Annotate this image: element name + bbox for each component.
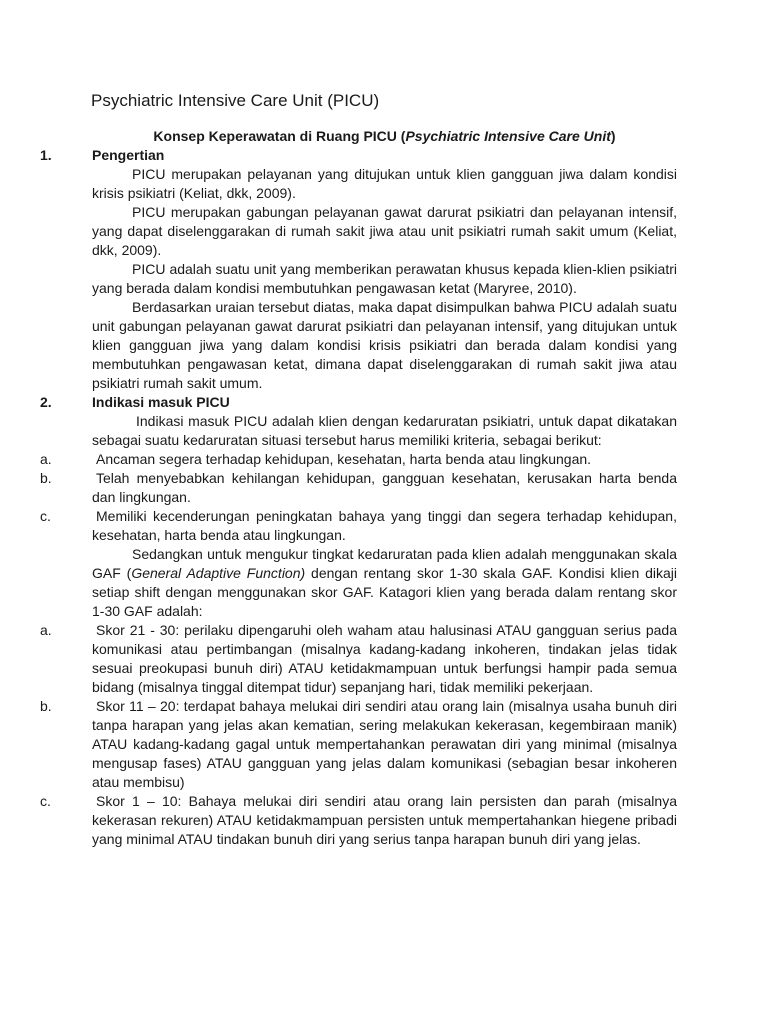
document-body [40, 127, 677, 849]
paragraph: Berdasarkan uraian tersebut diatas, maka dapat disimpulkan bahwa PICU adalah suatu unit gabungan pelayanan gawat darurat psikiatri dan pelayanan intensif, yang ditujukan untuk klien gangguan jiwa yang dalam kondisi krisis psikiatri dan berada dalam kondisi yang membutuhkan pengawasan ketat, dimana dapat diselenggarakan di rumah sakit jiwa atau psikiatri rumah sakit umum. [92, 299, 677, 391]
gaf-text-1: Sedangkan untuk mengukur tingkat kedaruratan pada klien adalah menggunakan skala GAF ( [92, 546, 677, 581]
section-title: Indikasi masuk PICU [92, 394, 230, 410]
subtitle-prefix: Konsep Keperawatan di Ruang PICU ( [153, 128, 406, 144]
list-item-text: Telah menyebabkan kehilangan kehidupan, gangguan kesehatan, kerusakan harta benda dan lingkungan. [92, 470, 677, 505]
list-item [40, 450, 677, 469]
list-marker: a. [40, 622, 52, 638]
section-number: 2. [40, 394, 52, 410]
list-marker: c. [40, 508, 51, 524]
paragraph: Indikasi masuk PICU adalah klien dengan kedaruratan psikiatri, untuk dapat dikatakan sebagai suatu kedaruratan situasi tersebut harus memiliki kriteria, sebagai berikut: [92, 413, 677, 448]
list-item [40, 469, 677, 507]
list-item-text: Skor 21 - 30: perilaku dipengaruhi oleh waham atau halusinasi ATAU gangguan serius pada komunikasi atau pertimbangan (misalnya kadang-kadang inkoheren, tindakan jelas tidak sesuai preokupasi bunuh diri) ATAU ketidakmampuan untuk berfungsi hampir pada semua bidang (misalnya tinggal ditempat tidur) sepanjang hari, tidak memiliki pekerjaan. [92, 622, 677, 695]
paragraph: PICU adalah suatu unit yang memberikan perawatan khusus kepada klien-klien psikiatri yang berada dalam kondisi membutuhkan pengawasan ketat (Maryree, 2010). [92, 261, 677, 296]
gaf-italic: General Adaptive Function) [131, 565, 306, 581]
list-item-text: Skor 1 – 10: Bahaya melukai diri sendiri atau orang lain persisten dan parah (misalnya kekerasan rekuren) ATAU ketidakmampuan persisten untuk mempertahankan hiegene pribadi yang minimal ATAU tindakan bunuh diri yang serius tanpa harapan bunuh diri yang jelas. [92, 793, 677, 847]
section-title: Pengertian [92, 147, 165, 163]
subtitle-italic: Psychiatric Intensive Care Unit [405, 128, 611, 144]
list-marker: c. [40, 793, 51, 809]
subtitle-suffix: ) [610, 128, 616, 144]
section-heading-indikasi [40, 393, 677, 412]
list-item [40, 507, 677, 545]
list-item [40, 621, 677, 697]
section-number: 1. [40, 147, 52, 163]
list-marker: a. [40, 451, 52, 467]
list-marker: b. [40, 470, 52, 486]
section-heading-pengertian [40, 146, 677, 165]
gaf-text-2: dengan rentang skor 1-30 skala GAF. Kondisi klien dikaji setiap shift dengan menggunakan skor GAF. Katagori klien yang berada dalam rentang skor 1-30 GAF adalah: [92, 565, 677, 619]
document-title: Psychiatric Intensive Care Unit (PICU) [91, 91, 380, 110]
list-item-text: Skor 11 – 20: terdapat bahaya melukai diri sendiri atau orang lain (misalnya usaha bunuh diri tanpa harapan yang jelas akan kematian, sering melakukan kekerasan, kegembiraan manik) ATAU kadang-kadang gagal untuk mempertahankan perawatan diri yang minimal (misalnya mengusap fases) ATAU gangguan yang jelas dalam komunikasi (sebagian besar inkoheren atau membisu) [92, 698, 677, 790]
list-item [40, 792, 677, 849]
paragraph: PICU merupakan pelayanan yang ditujukan untuk klien gangguan jiwa dalam kondisi krisis psikiatri (Keliat, dkk, 2009). [92, 166, 677, 201]
list-item [40, 697, 677, 792]
gaf-paragraph [92, 545, 677, 621]
list-item-text: Ancaman segera terhadap kehidupan, kesehatan, harta benda atau lingkungan. [96, 451, 592, 467]
document-subtitle [40, 127, 677, 146]
paragraph: PICU merupakan gabungan pelayanan gawat darurat psikiatri dan pelayanan intensif, yang dapat diselenggarakan di rumah sakit jiwa atau unit psikiatri rumah sakit umum (Keliat, dkk, 2009). [92, 204, 677, 258]
list-marker: b. [40, 698, 52, 714]
list-item-text: Memiliki kecenderungan peningkatan bahaya yang tinggi dan segera terhadap kehidupan, kesehatan, harta benda atau lingkungan. [92, 508, 677, 543]
